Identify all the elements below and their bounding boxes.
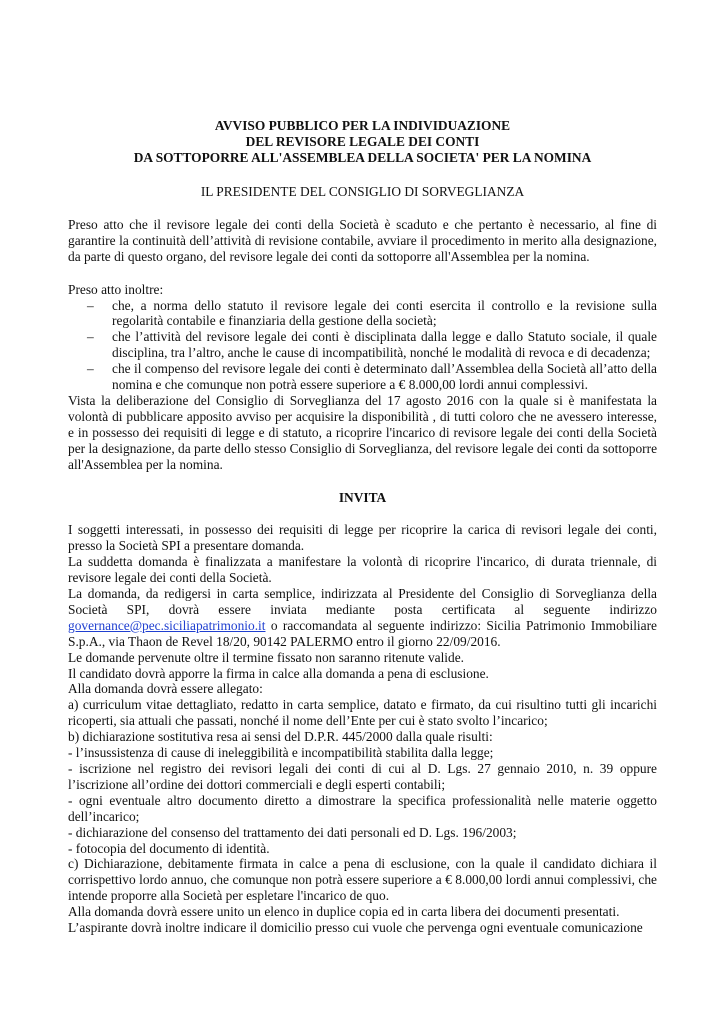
body-paragraph-1: I soggetti interessati, in possesso dei requisiti di legge per ricoprire la carica di revisori legale dei conti, presso la Società SPI a presentare domanda.	[68, 522, 657, 554]
title-line-1: AVVISO PUBBLICO PER LA INDIVIDUAZIONE	[214, 118, 511, 133]
requirement-a: a) curriculum vitae dettagliato, redatto in carta semplice, datato e firmato, da cui risultino tutti gli incarichi ricoperti, sia attuali che passati, nonché il nome dell’Ente per cui è stato svolto l’incarico;	[68, 697, 657, 729]
requirement-b: b) dichiarazione sostitutiva resa ai sensi del D.P.R. 445/2000 dalla quale risulti:	[68, 729, 493, 745]
document-page	[68, 0, 657, 936]
list-item	[68, 329, 657, 361]
dash-bullet: –	[87, 297, 94, 313]
preso-atto-heading: Preso atto inoltre:	[68, 281, 164, 297]
title-line-3: DA SOTTOPORRE ALL'ASSEMBLEA DELLA SOCIETA' PER LA NOMINA	[133, 150, 592, 165]
body-paragraph-5: Il candidato dovrà apporre la firma in calce alla domanda a pena di esclusione.	[68, 665, 489, 681]
body-paragraph-7: Alla domanda dovrà essere unito un elenco in duplice copia ed in carta libera dei documenti presentati.	[68, 904, 620, 920]
list-item-text: che, a norma dello statuto il revisore legale dei conti esercita il controllo e la revisione sulla regolarità contabile e finanziaria della gestione della società;	[112, 297, 657, 329]
list-item	[68, 361, 657, 393]
requirement-b-item-5: - fotocopia del documento di identità.	[68, 840, 270, 856]
address-text-after: o raccomandata al seguente indirizzo: Sicilia Patrimonio Immobiliare S.p.A., via Thaon de Revel 18/20, 90142 PALERMO entro il giorno 22/09/2016.	[68, 617, 657, 649]
pec-email-link[interactable]: governance@pec.siciliapatrimonio.it	[68, 617, 266, 633]
list-item	[68, 298, 657, 330]
body-paragraph-8: L’aspirante dovrà inoltre indicare il domicilio presso cui vuole che pervenga ogni eventuale comunicazione	[68, 920, 643, 936]
requirement-b-item-4: - dichiarazione del consenso del trattamento dei dati personali ed D. Lgs. 196/2003;	[68, 824, 517, 840]
body-paragraph-4: Le domande pervenute oltre il termine fissato non saranno ritenute valide.	[68, 649, 465, 665]
requirement-b-item-3: - ogni eventuale altro documento diretto a dimostrare la specifica professionalità nelle materie oggetto dell’incarico;	[68, 792, 657, 824]
title-line-2: DEL REVISORE LEGALE DEI CONTI	[245, 134, 480, 149]
invita-heading: INVITA	[338, 489, 387, 505]
list-item-text: che l’attività del revisore legale dei conti è disciplinata dalla legge e dallo Statuto sociale, il quale disciplina, tra l’altro, anche le cause di incompatibilità, nonché le modalità di revoca e di decadenza;	[112, 329, 657, 361]
intro-paragraph: Preso atto che il revisore legale dei conti della Società è scaduto e che pertanto è necessario, al fine di garantire la continuità dell’attività di revisione contabile, avviare il procedimento in merito alla designazione, da parte di questo organo, del revisore legale dei conti da sottoporre all'Assemblea per la nomina.	[68, 216, 657, 264]
body-paragraph-2: La suddetta domanda è finalizzata a manifestare la volontà di ricoprire l'incarico, di durata triennale, di revisore legale dei conti della Società.	[68, 554, 657, 586]
list-item-text: che il compenso del revisore legale dei conti è determinato dall’Assemblea della Società all’atto della nomina e che comunque non potrà essere superiore a € 8.000,00 lordi annui complessivi.	[112, 361, 657, 393]
document-subtitle: IL PRESIDENTE DEL CONSIGLIO DI SORVEGLIANZA	[200, 184, 525, 199]
requirement-b-item-2: - iscrizione nel registro dei revisori legali dei conti di cui al D. Lgs. 27 gennaio 2010, n. 39 oppure l’iscrizione all’ordine dei dottori commerciali e degli esperti contabili;	[68, 761, 657, 792]
requirement-b-item-1: - l’insussistenza di cause di ineleggibilità e incompatibilità stabilita dalla legge;	[68, 745, 494, 761]
vista-paragraph: Vista la deliberazione del Consiglio di Sorveglianza del 17 agosto 2016 con la quale si è manifestata la volontà di pubblicare apposito avviso per acquisire la disponibilità , di tutti coloro che ne avessero interesse, e in possesso dei requisiti di legge e di statuto, a ricoprire l'incarico di revisore legale dei conti della Società per la designazione, da parte dello stesso Consiglio di Sorveglianza, del revisore legale dei conti da sottoporre all'Assemblea per la nomina.	[68, 392, 658, 472]
preso-atto-list	[68, 298, 657, 393]
requirement-c: c) Dichiarazione, debitamente firmata in calce a pena di esclusione, con la quale il candidato dichiara il corrispettivo lordo annuo, che comunque non potrà essere superiore a € 8.000,00 lordi annui complessivi, che intende proporre alla Società per espletare l'incarico de quo.	[68, 856, 657, 904]
body-paragraph-3	[68, 586, 657, 650]
body-paragraph-6: Alla domanda dovrà essere allegato:	[68, 681, 263, 697]
address-text-before: La domanda, da redigersi in carta semplice, indirizzata al Presidente del Consiglio di Sorveglianza della Società SPI, dovrà essere inviata mediante posta certificata al seguente indirizzo	[68, 586, 657, 617]
document-title	[68, 118, 657, 166]
dash-bullet: –	[87, 329, 94, 345]
dash-bullet: –	[87, 361, 94, 377]
